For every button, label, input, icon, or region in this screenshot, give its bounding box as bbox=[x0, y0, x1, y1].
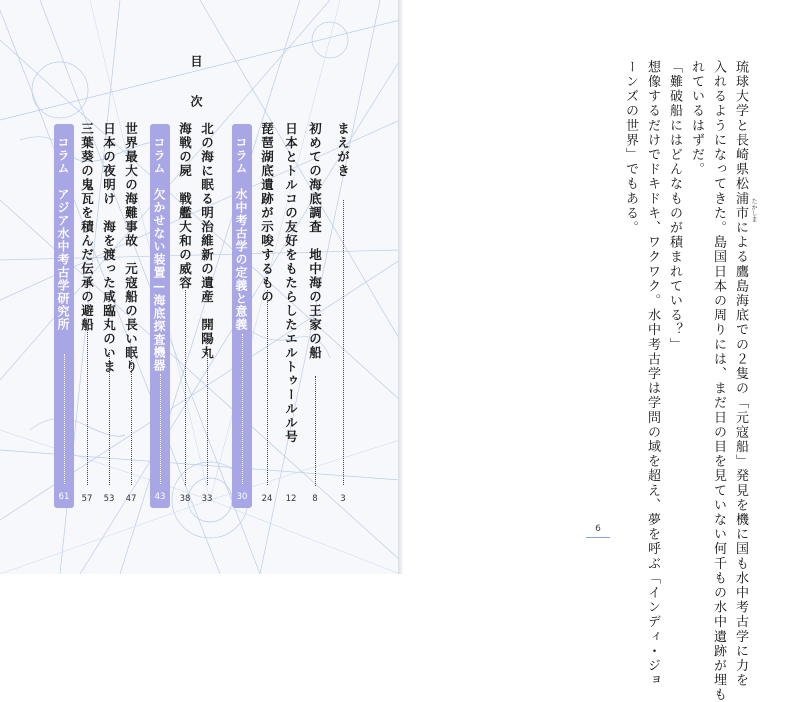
toc-page-number: 33 bbox=[201, 494, 213, 504]
body-line: 想像するだけでドキドキ、ワクワク。水中考古学は学問の域を超え、夢を呼ぶ「インディ・ジョ bbox=[645, 60, 660, 688]
toc-page-number: 43 bbox=[154, 492, 166, 502]
toc-column-band bbox=[150, 124, 170, 508]
toc-leader bbox=[185, 290, 186, 485]
toc-leader bbox=[267, 290, 268, 485]
body-line: 琉球大学と長崎県松浦市による鷹島海底での２隻の「元寇船」発見を機に国も水中考古学に力を bbox=[733, 60, 748, 688]
toc-page-number: 3 bbox=[340, 494, 346, 504]
toc-leader bbox=[207, 350, 208, 485]
toc-leader bbox=[315, 376, 316, 486]
toc-column-label: コラム 欠かせない装置—海底探査機器 bbox=[152, 136, 166, 372]
page-number-rule bbox=[586, 537, 610, 538]
toc-page-number: 24 bbox=[261, 494, 273, 504]
toc-entry: 日本とトルコの友好をもたらしたエルトゥールル号 bbox=[283, 122, 299, 444]
toc-page-number: 30 bbox=[236, 492, 248, 502]
page-number: 6 bbox=[595, 524, 601, 534]
toc-leader bbox=[160, 374, 161, 484]
toc-entry: 日本の夜明け 海を渡った咸臨丸のいま bbox=[101, 122, 117, 374]
toc-page-number: 8 bbox=[312, 494, 318, 504]
toc-entry: 三葉葵の鬼瓦を積んだ伝承の避船 bbox=[79, 122, 95, 332]
toc-entry: 初めての海底調査 地中海の王家の船 bbox=[307, 122, 323, 360]
toc-column-label: コラム アジア水中考古学研究所 bbox=[56, 136, 70, 331]
toc-page-number: 61 bbox=[58, 492, 70, 502]
toc-page-number: 57 bbox=[81, 494, 93, 504]
body-line: 「難破船にはどんなものが積まれている？」 bbox=[667, 60, 682, 352]
toc-leader bbox=[343, 200, 344, 485]
toc-leader bbox=[131, 350, 132, 485]
toc-entry-maegaki: まえがき bbox=[335, 122, 351, 178]
toc-page-number: 53 bbox=[103, 494, 115, 504]
toc-page-number: 38 bbox=[179, 494, 191, 504]
ruby-annotation: たかしま bbox=[750, 198, 757, 222]
toc-entry: 海戦の屍 戦艦大和の威容 bbox=[177, 122, 193, 290]
toc-leader bbox=[109, 350, 110, 485]
toc-leader bbox=[242, 334, 243, 484]
toc-column-label: コラム 水中考古学の定義と意義 bbox=[234, 136, 248, 331]
toc-page bbox=[0, 0, 400, 574]
toc-page-number: 47 bbox=[125, 494, 137, 504]
toc-leader bbox=[87, 330, 88, 485]
toc-entry: 世界最大の海難事故 元寇船の長い眠り bbox=[123, 122, 139, 374]
body-line: ーンズの世界」でもある。 bbox=[623, 60, 638, 236]
toc-entry: 北の海に眠る明治維新の遺産 開陽丸 bbox=[199, 122, 215, 360]
toc-title: 目 次 bbox=[189, 55, 203, 115]
toc-column-band bbox=[54, 124, 74, 508]
body-line: れているはずだ。 bbox=[689, 60, 704, 177]
toc-leader bbox=[64, 354, 65, 484]
toc-entry: 琵琶湖底遺跡が示唆するもの bbox=[259, 122, 275, 304]
toc-page-number: 12 bbox=[285, 494, 297, 504]
toc-column-band bbox=[232, 124, 252, 508]
body-line: 入れるようになってきた。島国日本の周りには、まだ日の目を見ていない何千もの水中遺跡が埋も bbox=[711, 60, 726, 702]
